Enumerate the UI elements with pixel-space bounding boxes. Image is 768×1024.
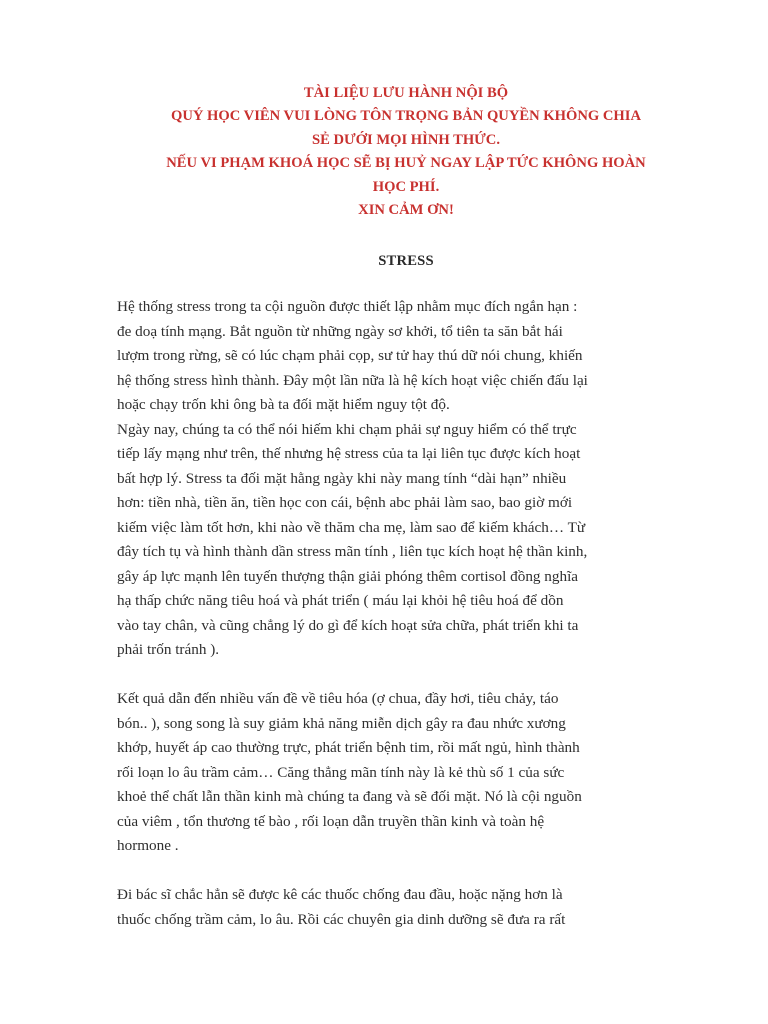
text-line: tiếp lấy mạng như trên, thế nhưng hệ stress của ta lại liên tục được kích hoạt [117,445,581,462]
text-line: Hệ thống stress trong ta cội nguồn được thiết lập nhằm mục đích ngắn hạn : [117,298,578,315]
document-title: STRESS [378,253,434,269]
text-line: khoẻ thể chất lẫn thần kinh mà chúng ta đang và sẽ đối mặt. Nó là cội nguồn [117,788,582,805]
text-line: Đi bác sĩ chắc hẳn sẽ được kê các thuốc chống đau đầu, hoặc nặng hơn là [117,886,563,903]
notice-line: QUÝ HỌC VIÊN VUI LÒNG TÔN TRỌNG BẢN QUYỀN KHÔNG CHIA [170,108,642,125]
paragraph-spacer [117,663,677,688]
notice-line: SẺ DƯỚI MỌI HÌNH THỨC. [312,131,500,148]
text-line: vào tay chân, và cũng chẳng lý do gì để kích hoạt sửa chữa, phát triển khi ta [117,616,579,634]
document-body [117,295,677,932]
notice-line: XIN CẢM ƠN! [358,202,454,219]
text-line: hạ thấp chức năng tiêu hoá và phát triển ( máu lại khỏi hệ tiêu hoá để dồn [117,592,564,609]
text-line: Kết quả dẫn đến nhiều vấn đề về tiêu hóa (ợ chua, đầy hơi, tiêu chảy, táo [117,690,559,707]
text-line: thuốc chống trầm cảm, lo âu. Rồi các chuyên gia dinh dưỡng sẽ đưa ra rất [117,910,566,928]
text-line: kiếm việc làm tốt hơn, khi nào về thăm cha mẹ, làm sao để kiếm khách… Từ [117,518,586,536]
text-line: rối loạn lo âu trầm cảm… Căng thẳng mãn tính này là kẻ thù số 1 của sức [117,763,565,781]
notice-line: HỌC PHÍ. [372,178,440,195]
text-line: hoặc chạy trốn khi ông bà ta đối mặt hiểm nguy tột độ. [117,396,450,413]
text-line: của viêm , tổn thương tế bào , rối loạn dẫn truyền thần kinh và toàn hệ [117,812,545,830]
text-line: Ngày nay, chúng ta có thể nói hiếm khi chạm phải sự nguy hiểm có thể trực [117,420,577,438]
text-line: hơn: tiền nhà, tiền ăn, tiền học con cái, bệnh abc phải làm sao, bao giờ mới [117,494,573,511]
text-line: bón.. ), song song là suy giảm khả năng miễn dịch gây ra đau nhức xương [117,714,566,732]
notice-line: TÀI LIỆU LƯU HÀNH NỘI BỘ [303,85,509,101]
text-line: hormone . [117,837,179,854]
text-line: hệ thống stress hình thành. Đây một lần nữa là hệ kích hoạt việc chiến đấu lại [117,371,588,389]
paragraph-3 [117,687,677,859]
text-line: gây áp lực mạnh lên tuyến thượng thận giải phóng thêm cortisol đồng nghĩa [117,567,579,585]
notice-line: NẾU VI PHẠM KHOÁ HỌC SẼ BỊ HUỶ NGAY LẬP TỨC KHÔNG HOÀN [166,155,646,172]
paragraph-4 [117,883,677,932]
text-line: đe doạ tính mạng. Bắt nguồn từ những ngày sơ khởi, tổ tiên ta săn bắt hái [117,322,563,340]
paragraph-1 [117,295,677,418]
text-line: lượm trong rừng, sẽ có lúc chạm phải cọp, sư tử hay thú dữ nói chung, khiến [117,347,583,364]
text-line: bất hợp lý. Stress ta đối mặt hằng ngày khi này mang tính “dài hạn” nhiều [117,469,567,487]
paragraph-2 [117,418,677,663]
copyright-notice [100,82,712,222]
text-line: đây tích tụ và hình thành dần stress mãn tính , liên tục kích hoạt hệ thần kinh, [117,543,588,560]
text-line: khớp, huyết áp cao thường trực, phát triển bệnh tim, rồi mất ngủ, hình thành [117,739,580,756]
paragraph-spacer [117,859,677,884]
text-line: phải trốn tránh ). [117,641,220,658]
